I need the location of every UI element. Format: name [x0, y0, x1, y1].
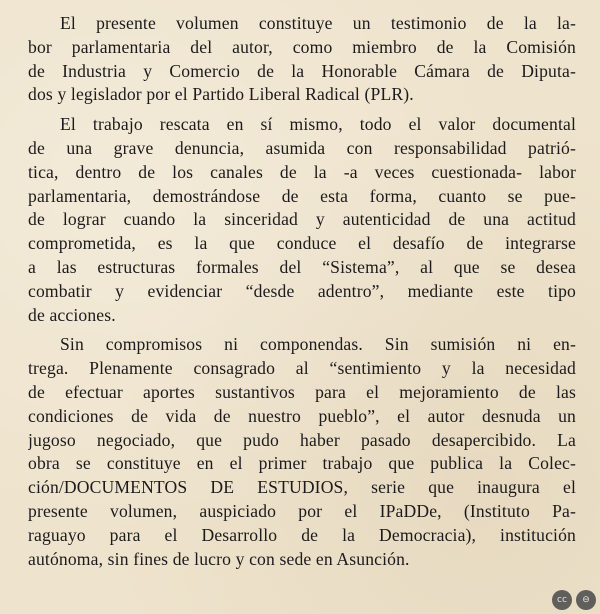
paragraph-2 [28, 113, 576, 327]
text-line: El trabajo rescata en sí mismo, todo el valor documental [60, 114, 576, 135]
text-line: de lograr cuando la sinceridad y autenticidad de una actitud [28, 209, 576, 230]
text-line: parlamentaria, demostrándose de esta forma, cuanto se pue- [28, 185, 576, 206]
body-text [28, 12, 576, 577]
text-line: de acciones. [28, 304, 116, 325]
text-line: raguayo para el Desarrollo de la Democracia), institución [28, 524, 576, 545]
text-line: de una grave denuncia, asumida con responsabilidad patrió- [28, 137, 576, 158]
text-line: bor parlamentaria del autor, como miembro de la Comisión [28, 36, 576, 57]
text-line: comprometida, es la que conduce el desafío de integrarse [28, 233, 576, 254]
paragraph-3 [28, 333, 576, 571]
text-line: Sin compromisos ni componendas. Sin sumisión ni en- [60, 334, 576, 355]
text-line: de efectuar aportes sustantivos para el mejoramiento de las [28, 381, 576, 402]
paragraph-1 [28, 12, 576, 107]
text-line: El presente volumen constituye un testimonio de la la- [60, 13, 576, 33]
text-line: trega. Plenamente consagrado al “sentimiento y la necesidad [28, 358, 576, 379]
text-line: a las estructuras formales del “Sistema”, al que se desea [28, 256, 576, 277]
text-line: condiciones de vida de nuestro pueblo”, el autor desnuda un [28, 405, 576, 426]
creative-commons-icon[interactable]: cc [552, 590, 572, 610]
license-badges [552, 590, 596, 610]
text-line: obra se constituye en el primer trabajo que publica la Colec- [28, 453, 576, 474]
license-icon[interactable]: ⊖ [576, 590, 596, 610]
text-line: ción/DOCUMENTOS DE ESTUDIOS, serie que inaugura el [28, 477, 576, 498]
text-line: jugoso negociado, que pudo haber pasado desapercibido. La [28, 429, 576, 450]
text-line: tica, dentro de los canales de la -a veces cuestionada- labor [28, 161, 576, 182]
text-line: dos y legislador por el Partido Liberal Radical (PLR). [28, 84, 414, 105]
text-line: presente volumen, auspiciado por el IPaDDe, (Instituto Pa- [28, 500, 576, 521]
text-line: de Industria y Comercio de la Honorable Cámara de Diputa- [28, 60, 576, 81]
text-line: combatir y evidenciar “desde adentro”, mediante este tipo [28, 280, 576, 301]
text-line: autónoma, sin fines de lucro y con sede en Asunción. [28, 548, 410, 569]
